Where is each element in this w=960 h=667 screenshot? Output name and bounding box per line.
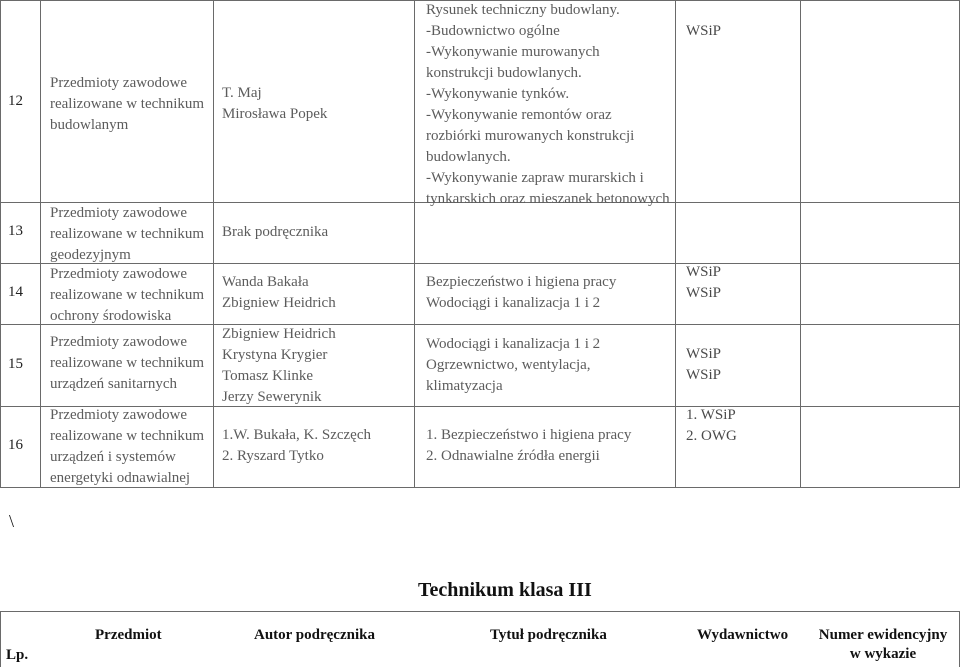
section-title: Technikum klasa III [418,579,592,601]
header-numer: Numer ewidencyjny w wykazie [818,627,948,662]
grid-line [675,0,676,488]
row-przedmiot: Przedmioty zawodowe realizowane w technikum urządzeń i systemów energetyki odnawialnej [50,407,205,486]
row-tytul: Bezpieczeństwo i higiena pracy Wodociągi i kanalizacja 1 i 2 [426,274,617,311]
row-przedmiot: Przedmioty zawodowe realizowane w technikum budowlanym [50,75,205,133]
grid-line [414,0,415,488]
row-lp: 13 [8,223,23,239]
row-autor: 1.W. Bukała, K. Szczęch 2. Ryszard Tytko [222,427,371,464]
header-autor: Autor podręcznika [254,627,375,643]
row-autor: Wanda Bakała Zbigniew Heidrich [222,274,336,311]
row-lp: 14 [8,284,23,300]
stray-mark: \ [9,511,15,531]
row-tytul: 1. Bezpieczeństwo i higiena pracy 2. Odnawialne źródła energii [426,427,632,464]
grid-line [800,0,801,488]
grid-line [40,0,41,488]
row-wydawnictwo: WSiP WSiP [686,346,722,383]
header-przedmiot: Przedmiot [95,627,162,643]
row-wydawnictwo: WSiP [686,23,722,39]
row-przedmiot: Przedmioty zawodowe realizowane w technikum urządzeń sanitarnych [50,334,205,392]
row-lp: 16 [8,437,23,453]
row-tytul: Wodociągi i kanalizacja 1 i 2 Ogrzewnictwo, wentylacja, klimatyzacja [426,336,601,394]
row-przedmiot: Przedmioty zawodowe realizowane w technikum geodezyjnym [50,205,205,263]
header-lp: Lp. [6,647,29,663]
grid-line [0,611,960,612]
row-autor: Brak podręcznika [222,224,329,240]
row-lp: 12 [8,93,23,109]
row-wydawnictwo: WSiP WSiP [686,264,722,301]
row-lp: 15 [8,356,23,372]
grid-line [0,611,1,667]
row-autor: T. Maj Mirosława Popek [222,85,328,122]
row-tytul: Rysunek techniczny budowlany. -Budownictwo ogólne -Wykonywanie murowanych konstrukcji budowlanych. -Wykonywanie tynków. -Wykonywanie remontów oraz rozbiórki murowanych konstrukcji budowlanych. -Wykonywanie zapraw murarskich i tynkarskich oraz mieszanek betonowych [426,2,670,207]
row-wydawnictwo: 1. WSiP 2. OWG [686,407,737,444]
header-wydawnictwo: Wydawnictwo [697,627,789,643]
row-przedmiot: Przedmioty zawodowe realizowane w technikum ochrony środowiska [50,266,205,324]
row-autor: Zbigniew Heidrich Krystyna Krygier Tomasz Klinke Jerzy Sewerynik [222,326,336,405]
grid-line [213,0,214,488]
grid-line [0,0,1,488]
header-tytul: Tytuł podręcznika [490,627,607,643]
